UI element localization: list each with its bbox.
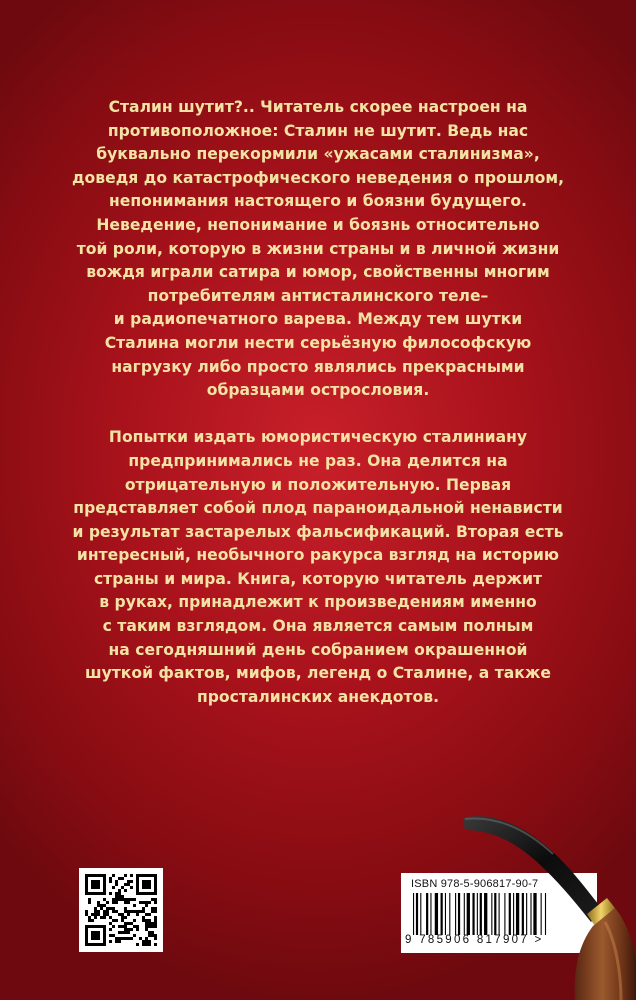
paragraph-gap <box>60 403 576 427</box>
blurb-line: в руках, принадлежит к произведениям именно <box>99 593 537 612</box>
blurb-line: отрицательную и положительную. Первая <box>124 475 512 494</box>
blurb-line: потребителям антисталинского теле– <box>147 286 489 305</box>
blurb-line: противоположное: Сталин не шутит. Ведь нас <box>107 121 529 140</box>
tobacco-pipe-icon <box>455 810 636 1000</box>
blurb-line: нагрузку либо просто являлись прекрасными <box>111 357 525 376</box>
blurb-line: Неведение, непонимание и боязнь относительно <box>96 215 540 234</box>
blurb-line: и радиопечатного варева. Между тем шутки <box>113 310 523 329</box>
blurb-line: на сегодняшний день собранием окрашенной <box>108 640 528 659</box>
blurb-line: страны и мира. Книга, которую читатель держит <box>93 569 543 588</box>
blurb-line: вождя играли сатира и юмор, свойственны многим <box>86 263 550 282</box>
blurb-line: буквально перекормили «ужасами сталинизма», <box>96 145 540 164</box>
blurb-paragraph-1 <box>60 96 576 403</box>
qr-code-icon[interactable] <box>79 868 163 952</box>
blurb-line: той роли, которую в жизни страны и в личной жизни <box>76 239 560 258</box>
blurb-line: Сталин шутит?.. Читатель скорее настроен на <box>108 98 528 116</box>
blurb-line: непонимания настоящего и боязни будущего. <box>109 192 527 211</box>
blurb-line: образцами острословия. <box>206 381 430 400</box>
qr-code-graphic <box>79 868 163 952</box>
blurb-line: предпринимались не раз. Она делится на <box>128 451 508 470</box>
blurb-line: и результат застарелых фальсификаций. Вторая есть <box>72 522 564 541</box>
blurb-line: интересный, необычного ракурса взгляд на историю <box>76 546 560 565</box>
blurb-line: с таким взглядом. Она является самым полным <box>102 617 534 636</box>
blurb-line: Сталина могли нести серьёзную философскую <box>104 333 532 352</box>
isbn-label: ISBN 978-5-906817-90-7 <box>411 878 539 890</box>
barcode-digits: 9 785906 817907 > <box>405 934 544 946</box>
blurb-line: шуткой фактов, мифов, легенд о Сталине, а также <box>85 664 551 683</box>
blurb-line: представляет собой плод параноидальной ненависти <box>73 499 563 518</box>
blurb-paragraph-2 <box>60 426 576 709</box>
blurb-text <box>60 96 576 709</box>
blurb-line: Попытки издать юмористическую сталиниану <box>108 428 528 447</box>
blurb-line: доведя до катастрофического неведения о прошлом, <box>71 168 565 187</box>
blurb-line: просталинских анекдотов. <box>196 687 440 706</box>
